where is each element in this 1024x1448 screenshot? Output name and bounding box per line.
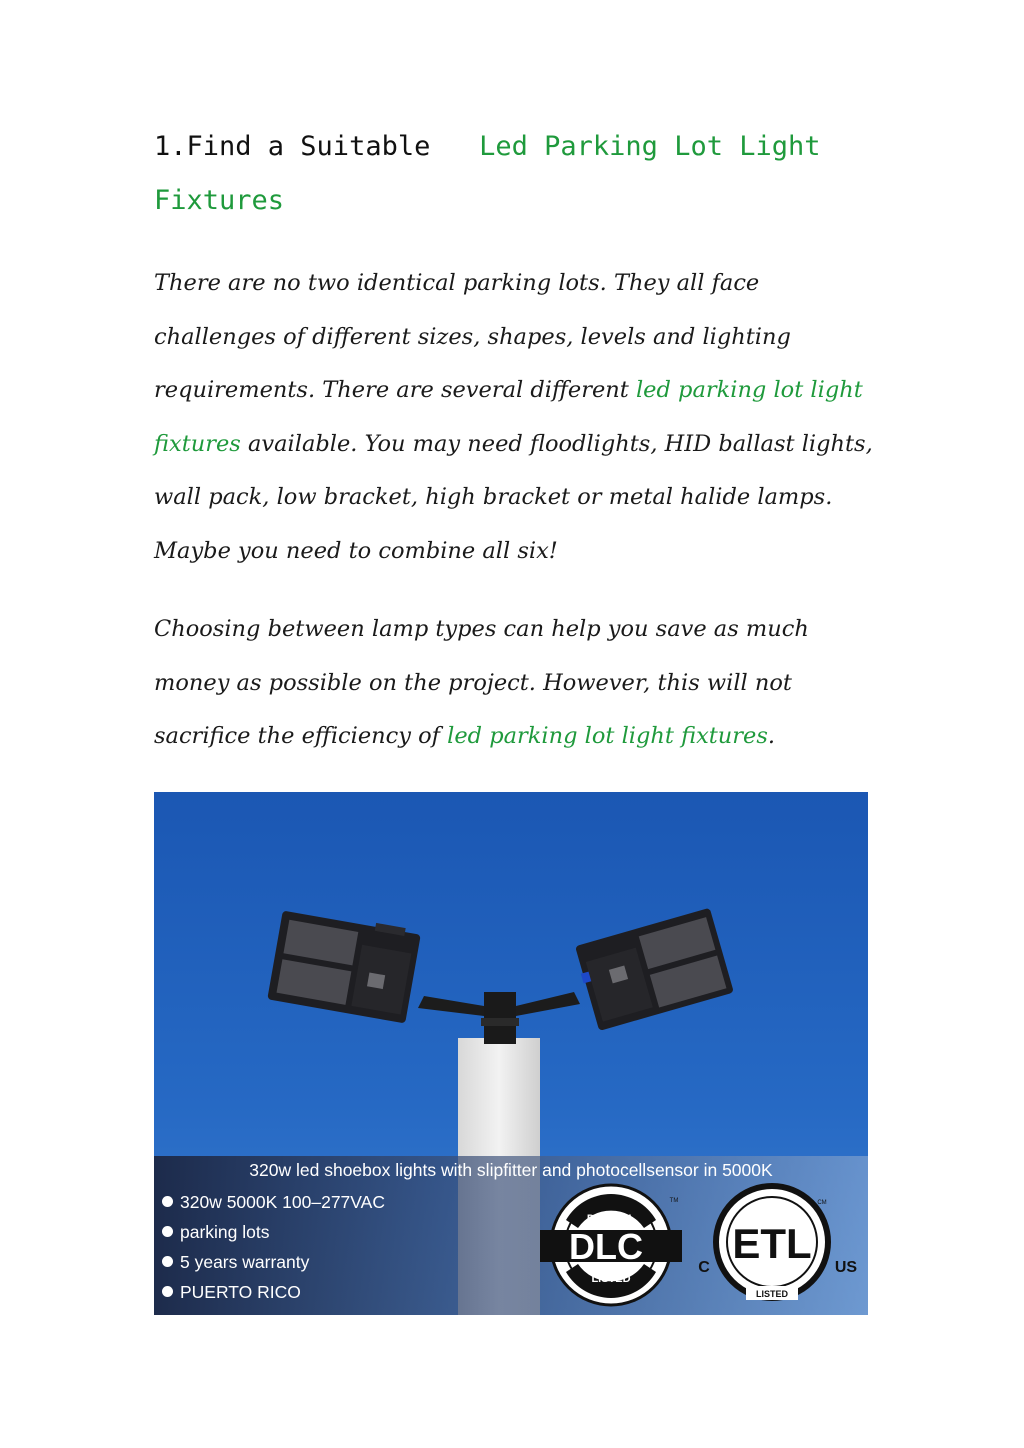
- paragraph-2-text-after: .: [767, 723, 776, 750]
- bullet-dot-icon: [162, 1256, 173, 1267]
- bullet-item: PUERTO RICO: [162, 1282, 301, 1303]
- dlc-listed-logo: [536, 1180, 686, 1310]
- etl-listed-logo: [694, 1180, 864, 1310]
- paragraph-1-text-before: There are no two identical parking lots. They all face challenges of different sizes, shapes, levels and lighting requirements. There are several different: [154, 270, 791, 404]
- heading-link[interactable]: Led Parking Lot Light Fixtures: [154, 131, 821, 216]
- bullet-dot-icon: [162, 1196, 173, 1207]
- bullet-item: parking lots: [162, 1222, 270, 1243]
- bullet-dot-icon: [162, 1226, 173, 1237]
- paragraph-2-link[interactable]: led parking lot light fixtures: [447, 723, 768, 750]
- product-photo: [154, 792, 868, 1315]
- svg-text:DLC: DLC: [569, 1226, 643, 1267]
- svg-text:ETL: ETL: [732, 1220, 812, 1267]
- paragraph-1-text-after: available. You may need floodlights, HID ballast lights, wall pack, low bracket, high bracket or metal halide lamps. Maybe you need to combine all six!: [154, 430, 873, 564]
- bullet-item: 5 years warranty: [162, 1252, 309, 1273]
- bullet-dot-icon: [162, 1286, 173, 1297]
- paragraph-1: [154, 257, 884, 579]
- svg-text:LISTED: LISTED: [591, 1273, 631, 1285]
- svg-text:DLC QPL: DLC QPL: [586, 1213, 636, 1225]
- svg-text:CM: CM: [817, 1200, 827, 1206]
- svg-text:TM: TM: [669, 1198, 679, 1204]
- svg-text:US: US: [834, 1259, 858, 1276]
- svg-text:LISTED: LISTED: [755, 1289, 789, 1299]
- svg-text:C: C: [698, 1259, 710, 1276]
- paragraph-2: [154, 603, 884, 764]
- paragraph-2-text-before: Choosing between lamp types can help you save as much money as possible on the project. However, this will not sacrifice the efficiency of: [154, 616, 809, 750]
- paragraph-1-link[interactable]: led parking lot light fixtures: [154, 377, 863, 457]
- bullet-item: 320w 5000K 100–277VAC: [162, 1192, 385, 1213]
- heading-prefix: 1.Find a Suitable: [154, 131, 431, 162]
- spec-banner: [154, 1156, 868, 1315]
- banner-title: 320w led shoebox lights with slipfitter and photocellsensor in 5000K: [249, 1160, 773, 1180]
- section-heading: [154, 120, 874, 228]
